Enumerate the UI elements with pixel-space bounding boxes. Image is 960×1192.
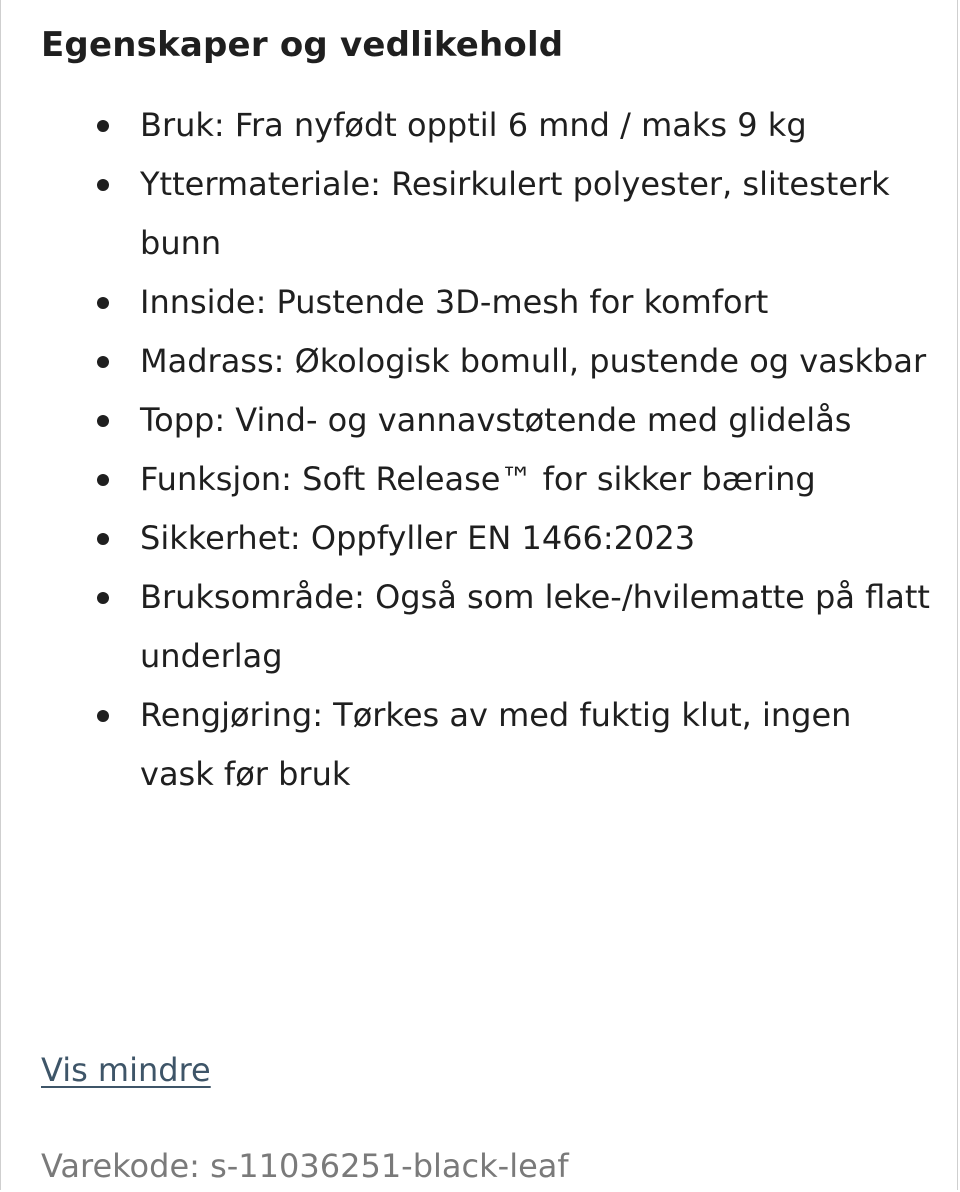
feature-item-inside xyxy=(1,273,931,332)
feature-text: Rengjøring: Tørkes av med fuktig klut, ingen vask før bruk xyxy=(140,696,852,793)
feature-text: Topp: Vind- og vannavstøtende med glidelås xyxy=(140,401,852,439)
bullet-icon xyxy=(97,474,109,486)
bullet-icon xyxy=(97,533,109,545)
bullet-icon xyxy=(97,120,109,132)
feature-text: Sikkerhet: Oppfyller EN 1466:2023 xyxy=(140,519,696,557)
bullet-icon xyxy=(97,356,109,368)
feature-text: Innside: Pustende 3D-mesh for komfort xyxy=(140,283,769,321)
bullet-icon xyxy=(97,710,109,722)
feature-item-use-area xyxy=(1,568,931,686)
feature-text: Funksjon: Soft Release™ for sikker bæring xyxy=(140,460,816,498)
bullet-icon xyxy=(97,592,109,604)
bullet-icon xyxy=(97,297,109,309)
feature-item-function xyxy=(1,450,931,509)
feature-text: Madrass: Økologisk bomull, pustende og vaskbar xyxy=(140,342,927,380)
feature-item-top xyxy=(1,391,931,450)
feature-text: Yttermateriale: Resirkulert polyester, slitesterk bunn xyxy=(140,165,890,262)
sku-text: Varekode: s-11036251-black-leaf xyxy=(41,1147,569,1185)
feature-text: Bruksområde: Også som leke-/hvilematte på flatt underlag xyxy=(140,578,930,675)
feature-list xyxy=(1,96,931,804)
show-less-link[interactable]: Vis mindre xyxy=(41,1051,211,1089)
feature-item-mattress xyxy=(1,332,931,391)
feature-text: Bruk: Fra nyfødt opptil 6 mnd / maks 9 kg xyxy=(140,106,807,144)
feature-item-outer-material xyxy=(1,155,931,273)
feature-item-usage xyxy=(1,96,931,155)
bullet-icon xyxy=(97,415,109,427)
feature-item-cleaning xyxy=(1,686,931,804)
feature-item-safety xyxy=(1,509,931,568)
bullet-icon xyxy=(97,179,109,191)
section-title: Egenskaper og vedlikehold xyxy=(41,25,564,65)
